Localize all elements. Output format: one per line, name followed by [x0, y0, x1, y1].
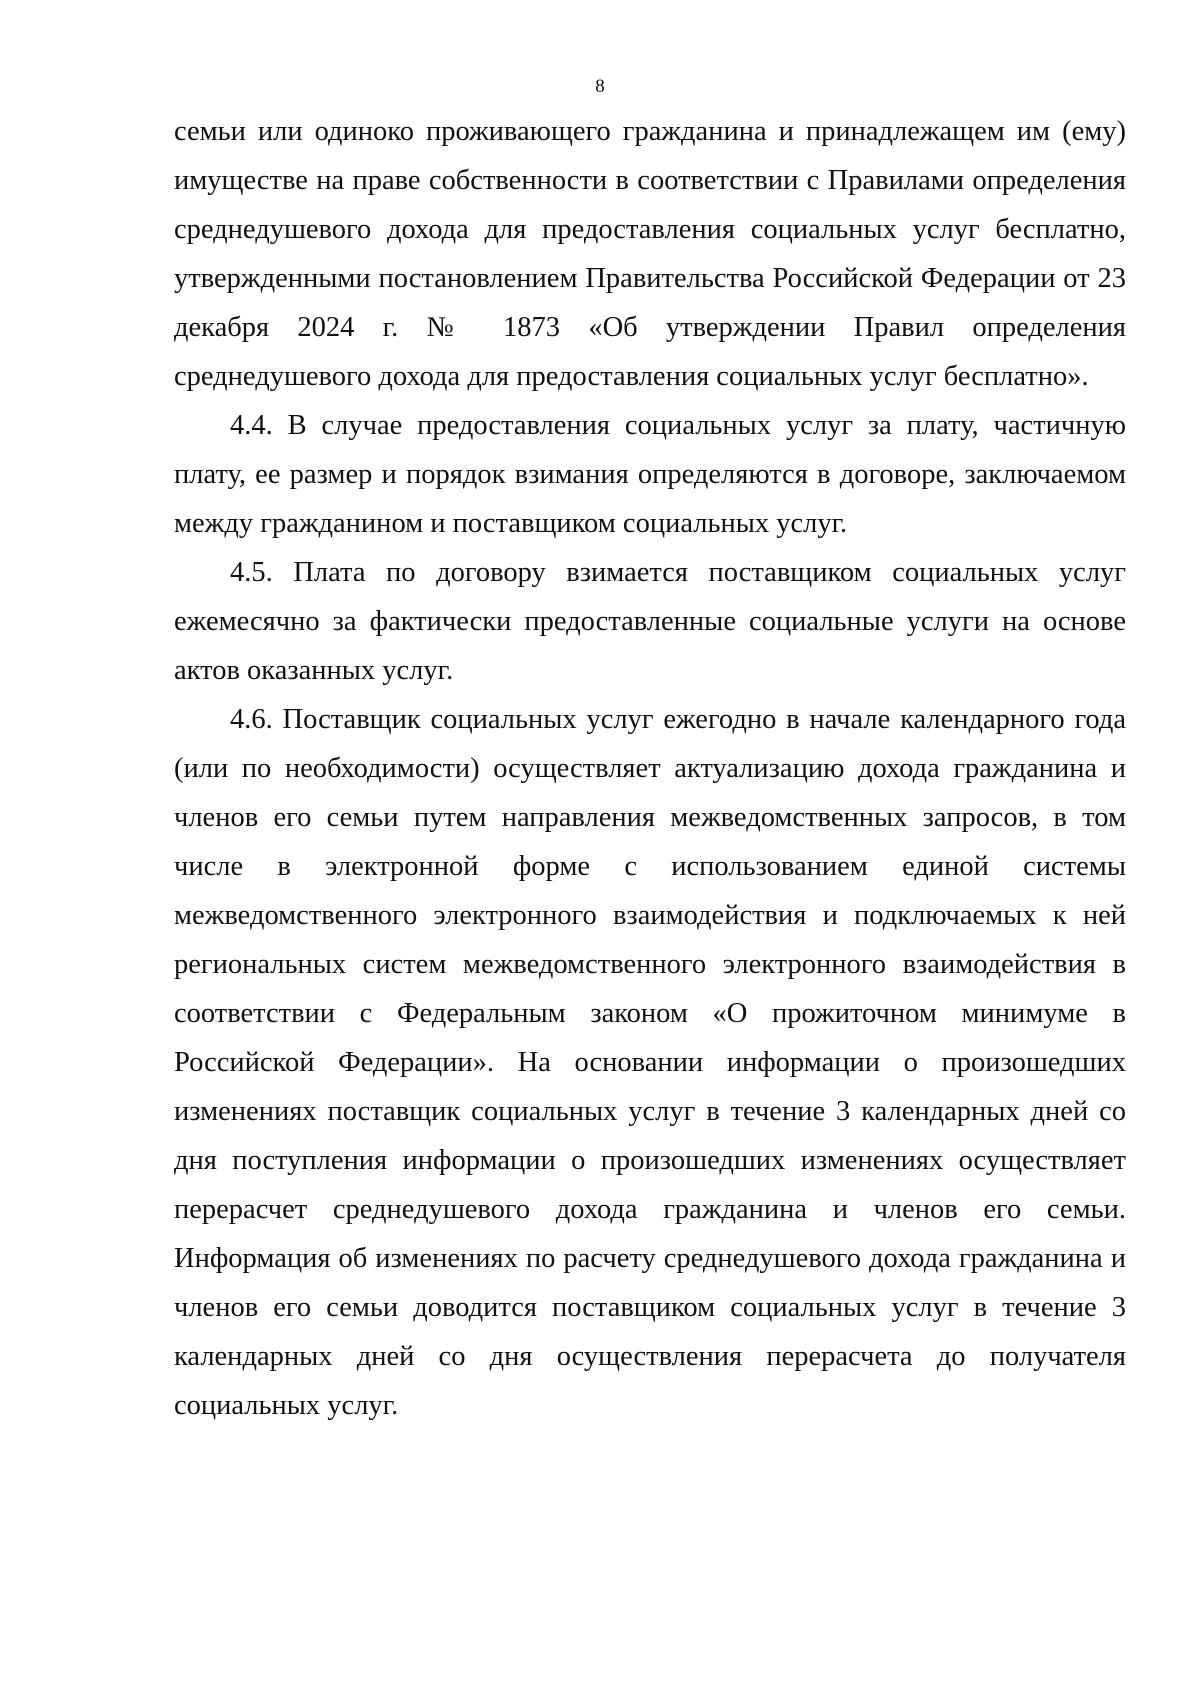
- paragraph-4-6: 4.6. Поставщик социальных услуг ежегодно в начале календарного года (или по необходимости) осуществляет актуализацию дохода гражданина и членов его семьи путем направления межведомственных запросов, в том числе в электронной форме с использованием единой системы межведомственного электронного взаимодействия и подключаемых к ней региональных систем межведомственного электронного взаимодействия в соответствии с Федеральным законом «О прожиточном минимуме в Российской Федерации». На основании информации о произошедших изменениях поставщик социальных услуг в течение 3 календарных дней со дня поступления информации о произошедших изменениях осуществляет перерасчет среднедушевого дохода гражданина и членов его семьи. Информация об изменениях по расчету среднедушевого дохода гражданина и членов его семьи доводится поставщиком социальных услуг в течение 3 календарных дней со дня осуществления перерасчета до получателя социальных услуг.: [174, 704, 1126, 1421]
- paragraph-4-5: 4.5. Плата по договору взимается поставщиком социальных услуг ежемесячно за фактически предоставленные социальные услуги на основе актов оказанных услуг.: [174, 557, 1126, 686]
- paragraph-4-4: 4.4. В случае предоставления социальных услуг за плату, частичную плату, ее размер и порядок взимания определяются в договоре, заключаемом между гражданином и поставщиком социальных услуг.: [174, 410, 1126, 539]
- page-number: 8: [595, 76, 605, 97]
- paragraph-continuation: семьи или одиноко проживающего гражданина и принадлежащем им (ему) имуществе на праве собственности в соответствии с Правилами определения среднедушевого дохода для предоставления социальных услуг бесплатно, утвержденными постановлением Правительства Российской Федерации от 23 декабря 2024 г. № 1873 «Об утверждении Правил определения среднедушевого дохода для предоставления социальных услуг бесплатно».: [174, 116, 1126, 392]
- document-body: [174, 107, 1126, 1430]
